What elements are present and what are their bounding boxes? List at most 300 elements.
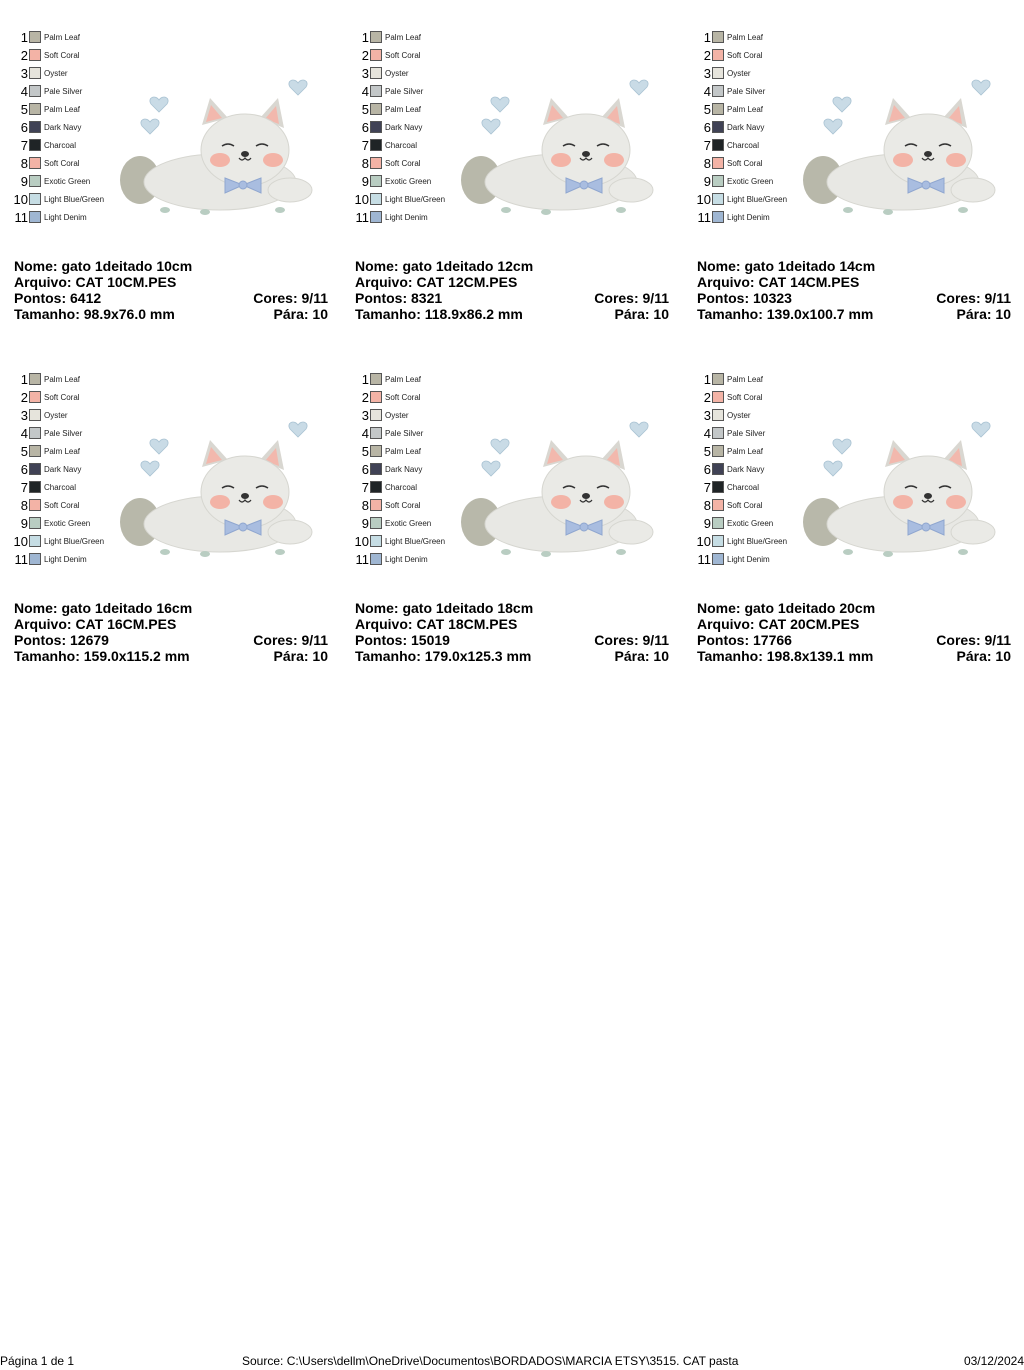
color-swatch	[370, 463, 382, 475]
design-size: Tamanho: 159.0x115.2 mm	[14, 648, 190, 664]
legend-color-name: Light Blue/Green	[385, 194, 446, 204]
legend-number: 8	[703, 155, 711, 171]
design-size: Tamanho: 198.8x139.1 mm	[697, 648, 874, 664]
heart-icon	[972, 422, 990, 437]
cat-embroidery-illustration	[793, 50, 1008, 225]
legend-number: 7	[703, 137, 711, 153]
legend-number: 2	[20, 47, 28, 63]
color-swatch	[29, 535, 41, 547]
legend-row	[0, 136, 110, 154]
design-file: Arquivo: CAT 14CM.PES	[697, 274, 860, 290]
legend-number: 6	[361, 119, 369, 135]
color-swatch	[29, 517, 41, 529]
legend-number: 3	[703, 65, 711, 81]
design-size: Tamanho: 118.9x86.2 mm	[355, 306, 523, 322]
legend-row	[0, 532, 110, 550]
legend-number: 5	[20, 101, 28, 117]
legend-number: 7	[361, 137, 369, 153]
legend-color-name: Palm Leaf	[727, 32, 764, 42]
legend-color-name: Light Blue/Green	[727, 194, 788, 204]
legend-row	[0, 406, 110, 424]
legend-row	[683, 46, 793, 64]
legend-row	[341, 370, 451, 388]
legend-color-name: Charcoal	[385, 482, 418, 492]
design-size: Tamanho: 179.0x125.3 mm	[355, 648, 532, 664]
legend-number: 10	[13, 191, 28, 207]
legend-number: 10	[354, 533, 369, 549]
legend-row	[341, 532, 451, 550]
color-swatch	[712, 103, 724, 115]
color-swatch	[370, 193, 382, 205]
legend-row	[341, 64, 451, 82]
design-file: Arquivo: CAT 12CM.PES	[355, 274, 518, 290]
heart-icon	[150, 97, 168, 112]
legend-number: 6	[361, 461, 369, 477]
design-card	[0, 342, 330, 662]
heart-icon	[482, 461, 500, 476]
design-file: Arquivo: CAT 16CM.PES	[14, 616, 177, 632]
legend-row	[0, 154, 110, 172]
color-swatch	[370, 373, 382, 385]
legend-color-name: Palm Leaf	[727, 104, 764, 114]
legend-number: 8	[703, 497, 711, 513]
color-swatch	[370, 49, 382, 61]
color-swatch	[712, 175, 724, 187]
legend-number: 11	[355, 551, 369, 567]
legend-color-name: Palm Leaf	[44, 446, 81, 456]
legend-number: 7	[703, 479, 711, 495]
legend-number: 2	[361, 389, 369, 405]
legend-color-name: Dark Navy	[44, 122, 82, 132]
legend-number: 1	[703, 29, 711, 45]
legend-number: 9	[20, 173, 28, 189]
legend-number: 11	[14, 209, 28, 225]
legend-row	[683, 442, 793, 460]
color-swatch	[712, 139, 724, 151]
legend-number: 5	[361, 443, 369, 459]
legend-row	[683, 406, 793, 424]
legend-row	[341, 208, 451, 226]
color-swatch	[370, 31, 382, 43]
legend-color-name: Soft Coral	[385, 392, 421, 402]
color-swatch	[370, 535, 382, 547]
legend-color-name: Oyster	[44, 68, 68, 78]
color-swatch	[29, 391, 41, 403]
legend-color-name: Light Denim	[44, 554, 87, 564]
legend-number: 10	[354, 191, 369, 207]
color-legend	[0, 370, 110, 568]
stitch-count: Pontos: 15019	[355, 632, 450, 648]
color-swatch	[370, 481, 382, 493]
color-swatch	[370, 121, 382, 133]
legend-color-name: Exotic Green	[385, 518, 432, 528]
legend-row	[341, 100, 451, 118]
color-swatch	[370, 139, 382, 151]
legend-color-name: Palm Leaf	[727, 446, 764, 456]
legend-number: 1	[361, 29, 369, 45]
heart-icon	[491, 97, 509, 112]
legend-row	[683, 100, 793, 118]
legend-row	[341, 406, 451, 424]
color-legend	[683, 370, 793, 568]
color-swatch	[712, 67, 724, 79]
stitch-count: Pontos: 17766	[697, 632, 792, 648]
legend-row	[683, 82, 793, 100]
design-card	[341, 342, 671, 662]
legend-number: 2	[703, 389, 711, 405]
color-swatch	[712, 49, 724, 61]
legend-color-name: Dark Navy	[44, 464, 82, 474]
legend-color-name: Exotic Green	[385, 176, 432, 186]
color-legend	[683, 28, 793, 226]
legend-color-name: Oyster	[44, 410, 68, 420]
legend-row	[683, 118, 793, 136]
legend-row	[341, 136, 451, 154]
stops-count: Pára: 10	[956, 306, 1011, 322]
design-name: Nome: gato 1deitado 14cm	[697, 258, 876, 274]
legend-number: 9	[361, 173, 369, 189]
legend-color-name: Light Denim	[385, 212, 428, 222]
color-swatch	[712, 211, 724, 223]
color-legend	[0, 28, 110, 226]
stitch-count: Pontos: 10323	[697, 290, 792, 306]
design-name: Nome: gato 1deitado 12cm	[355, 258, 534, 274]
stitch-count: Pontos: 6412	[14, 290, 102, 306]
legend-color-name: Light Blue/Green	[44, 194, 105, 204]
legend-row	[341, 46, 451, 64]
legend-row	[683, 154, 793, 172]
legend-row	[683, 28, 793, 46]
legend-color-name: Light Denim	[385, 554, 428, 564]
design-info	[697, 258, 1011, 322]
legend-row	[0, 460, 110, 478]
legend-row	[0, 424, 110, 442]
color-count: Cores: 9/11	[253, 290, 328, 306]
legend-color-name: Palm Leaf	[44, 104, 81, 114]
legend-number: 8	[20, 497, 28, 513]
legend-row	[341, 424, 451, 442]
color-swatch	[29, 85, 41, 97]
legend-number: 5	[361, 101, 369, 117]
legend-number: 1	[703, 371, 711, 387]
legend-color-name: Dark Navy	[727, 464, 765, 474]
legend-number: 9	[703, 515, 711, 531]
design-size: Tamanho: 139.0x100.7 mm	[697, 306, 874, 322]
color-legend	[341, 370, 451, 568]
legend-number: 11	[697, 551, 711, 567]
color-swatch	[29, 175, 41, 187]
heart-icon	[630, 422, 648, 437]
heart-icon	[141, 461, 159, 476]
legend-number: 9	[703, 173, 711, 189]
legend-color-name: Charcoal	[727, 482, 760, 492]
color-swatch	[370, 445, 382, 457]
legend-row	[0, 208, 110, 226]
legend-number: 8	[361, 497, 369, 513]
legend-row	[341, 550, 451, 568]
color-swatch	[29, 49, 41, 61]
legend-number: 9	[20, 515, 28, 531]
stops-count: Pára: 10	[273, 648, 328, 664]
color-swatch	[29, 427, 41, 439]
legend-row	[341, 118, 451, 136]
legend-number: 11	[697, 209, 711, 225]
color-swatch	[712, 535, 724, 547]
design-info	[355, 258, 669, 322]
design-file: Arquivo: CAT 18CM.PES	[355, 616, 518, 632]
design-name: Nome: gato 1deitado 18cm	[355, 600, 534, 616]
legend-number: 10	[696, 191, 711, 207]
legend-color-name: Light Denim	[727, 212, 770, 222]
legend-number: 10	[13, 533, 28, 549]
legend-color-name: Light Blue/Green	[44, 536, 105, 546]
legend-color-name: Exotic Green	[44, 518, 91, 528]
design-info	[14, 258, 328, 322]
legend-color-name: Palm Leaf	[385, 374, 422, 384]
design-name: Nome: gato 1deitado 10cm	[14, 258, 193, 274]
legend-number: 3	[20, 407, 28, 423]
legend-number: 3	[703, 407, 711, 423]
legend-color-name: Dark Navy	[385, 122, 423, 132]
design-info	[14, 600, 328, 664]
legend-number: 4	[361, 83, 369, 99]
design-name: Nome: gato 1deitado 16cm	[14, 600, 193, 616]
color-count: Cores: 9/11	[253, 632, 328, 648]
legend-row	[341, 496, 451, 514]
heart-icon	[141, 119, 159, 134]
legend-row	[341, 388, 451, 406]
cat-embroidery-illustration	[110, 392, 325, 567]
legend-number: 2	[361, 47, 369, 63]
color-swatch	[712, 499, 724, 511]
legend-row	[0, 190, 110, 208]
legend-number: 4	[20, 425, 28, 441]
color-swatch	[29, 499, 41, 511]
legend-color-name: Soft Coral	[727, 500, 763, 510]
legend-number: 4	[20, 83, 28, 99]
heart-icon	[630, 80, 648, 95]
legend-color-name: Dark Navy	[727, 122, 765, 132]
heart-icon	[824, 119, 842, 134]
color-swatch	[29, 193, 41, 205]
design-size: Tamanho: 98.9x76.0 mm	[14, 306, 175, 322]
heart-icon	[833, 439, 851, 454]
legend-color-name: Soft Coral	[44, 50, 80, 60]
legend-row	[0, 514, 110, 532]
footer-page-number: Página 1 de 1	[0, 1354, 75, 1368]
legend-row	[683, 64, 793, 82]
legend-color-name: Light Blue/Green	[385, 536, 446, 546]
color-swatch	[29, 481, 41, 493]
legend-number: 9	[361, 515, 369, 531]
stitch-count: Pontos: 12679	[14, 632, 109, 648]
color-legend	[341, 28, 451, 226]
design-card	[341, 0, 671, 320]
color-swatch	[370, 103, 382, 115]
legend-row	[341, 442, 451, 460]
legend-color-name: Exotic Green	[44, 176, 91, 186]
color-swatch	[712, 427, 724, 439]
heart-icon	[833, 97, 851, 112]
legend-row	[0, 28, 110, 46]
color-swatch	[29, 553, 41, 565]
color-swatch	[29, 121, 41, 133]
legend-color-name: Palm Leaf	[385, 32, 422, 42]
stops-count: Pára: 10	[614, 306, 669, 322]
legend-row	[341, 28, 451, 46]
legend-color-name: Pale Silver	[44, 86, 83, 96]
legend-color-name: Light Denim	[727, 554, 770, 564]
color-swatch	[712, 157, 724, 169]
legend-color-name: Palm Leaf	[44, 32, 81, 42]
cat-embroidery-illustration	[451, 392, 666, 567]
design-card	[683, 342, 1013, 662]
legend-row	[341, 82, 451, 100]
color-swatch	[370, 175, 382, 187]
heart-icon	[289, 422, 307, 437]
legend-color-name: Soft Coral	[727, 158, 763, 168]
stitch-count: Pontos: 8321	[355, 290, 443, 306]
legend-row	[683, 190, 793, 208]
design-card	[0, 0, 330, 320]
legend-color-name: Charcoal	[727, 140, 760, 150]
design-name: Nome: gato 1deitado 20cm	[697, 600, 876, 616]
legend-number: 11	[14, 551, 28, 567]
color-swatch	[370, 157, 382, 169]
color-swatch	[29, 139, 41, 151]
legend-color-name: Soft Coral	[385, 500, 421, 510]
color-swatch	[370, 499, 382, 511]
legend-number: 3	[361, 407, 369, 423]
legend-color-name: Soft Coral	[44, 158, 80, 168]
legend-number: 5	[703, 443, 711, 459]
legend-color-name: Pale Silver	[727, 86, 766, 96]
color-swatch	[29, 157, 41, 169]
legend-color-name: Soft Coral	[44, 392, 80, 402]
legend-number: 8	[20, 155, 28, 171]
legend-color-name: Charcoal	[44, 140, 77, 150]
legend-number: 4	[703, 83, 711, 99]
legend-color-name: Pale Silver	[727, 428, 766, 438]
legend-color-name: Charcoal	[44, 482, 77, 492]
heart-icon	[824, 461, 842, 476]
color-swatch	[370, 427, 382, 439]
legend-row	[0, 388, 110, 406]
legend-color-name: Oyster	[385, 68, 409, 78]
legend-row	[0, 496, 110, 514]
footer-source-path: Source: C:\Users\dellm\OneDrive\Documentos\BORDADOS\MARCIA ETSY\3515. CAT pasta	[242, 1354, 739, 1368]
design-card	[683, 0, 1013, 320]
heart-icon	[482, 119, 500, 134]
legend-row	[683, 532, 793, 550]
legend-number: 1	[20, 371, 28, 387]
color-swatch	[712, 391, 724, 403]
legend-number: 1	[20, 29, 28, 45]
legend-row	[683, 514, 793, 532]
legend-color-name: Soft Coral	[727, 50, 763, 60]
legend-number: 5	[20, 443, 28, 459]
legend-row	[341, 514, 451, 532]
legend-color-name: Palm Leaf	[44, 374, 81, 384]
heart-icon	[972, 80, 990, 95]
legend-number: 10	[696, 533, 711, 549]
legend-row	[0, 64, 110, 82]
legend-color-name: Pale Silver	[385, 86, 424, 96]
legend-row	[683, 208, 793, 226]
color-count: Cores: 9/11	[594, 290, 669, 306]
color-swatch	[712, 31, 724, 43]
legend-number: 4	[361, 425, 369, 441]
color-swatch	[370, 409, 382, 421]
footer-date: 03/12/2024	[963, 1354, 1024, 1368]
legend-row	[341, 190, 451, 208]
color-swatch	[370, 517, 382, 529]
legend-row	[0, 118, 110, 136]
color-swatch	[370, 391, 382, 403]
color-swatch	[29, 445, 41, 457]
stops-count: Pára: 10	[614, 648, 669, 664]
legend-row	[683, 460, 793, 478]
heart-icon	[491, 439, 509, 454]
legend-number: 6	[703, 461, 711, 477]
color-swatch	[712, 85, 724, 97]
legend-number: 3	[361, 65, 369, 81]
color-swatch	[370, 211, 382, 223]
legend-row	[683, 370, 793, 388]
legend-row	[0, 46, 110, 64]
legend-row	[341, 172, 451, 190]
legend-number: 8	[361, 155, 369, 171]
legend-color-name: Pale Silver	[44, 428, 83, 438]
legend-row	[0, 550, 110, 568]
color-swatch	[29, 409, 41, 421]
color-swatch	[712, 481, 724, 493]
legend-number: 2	[703, 47, 711, 63]
legend-color-name: Oyster	[727, 410, 751, 420]
cat-embroidery-illustration	[451, 50, 666, 225]
stops-count: Pára: 10	[956, 648, 1011, 664]
heart-icon	[150, 439, 168, 454]
design-file: Arquivo: CAT 10CM.PES	[14, 274, 177, 290]
legend-number: 7	[20, 479, 28, 495]
legend-row	[0, 82, 110, 100]
color-swatch	[712, 463, 724, 475]
legend-number: 6	[703, 119, 711, 135]
color-count: Cores: 9/11	[936, 290, 1011, 306]
legend-row	[341, 154, 451, 172]
color-swatch	[712, 553, 724, 565]
color-swatch	[29, 31, 41, 43]
legend-number: 6	[20, 119, 28, 135]
legend-row	[683, 424, 793, 442]
heart-icon	[289, 80, 307, 95]
legend-row	[683, 172, 793, 190]
color-swatch	[29, 211, 41, 223]
legend-number: 3	[20, 65, 28, 81]
color-swatch	[29, 67, 41, 79]
legend-color-name: Charcoal	[385, 140, 418, 150]
legend-row	[341, 478, 451, 496]
color-swatch	[712, 409, 724, 421]
color-count: Cores: 9/11	[594, 632, 669, 648]
cat-embroidery-illustration	[793, 392, 1008, 567]
legend-row	[0, 100, 110, 118]
legend-row	[0, 442, 110, 460]
legend-color-name: Light Blue/Green	[727, 536, 788, 546]
legend-color-name: Dark Navy	[385, 464, 423, 474]
legend-row	[683, 478, 793, 496]
legend-number: 2	[20, 389, 28, 405]
